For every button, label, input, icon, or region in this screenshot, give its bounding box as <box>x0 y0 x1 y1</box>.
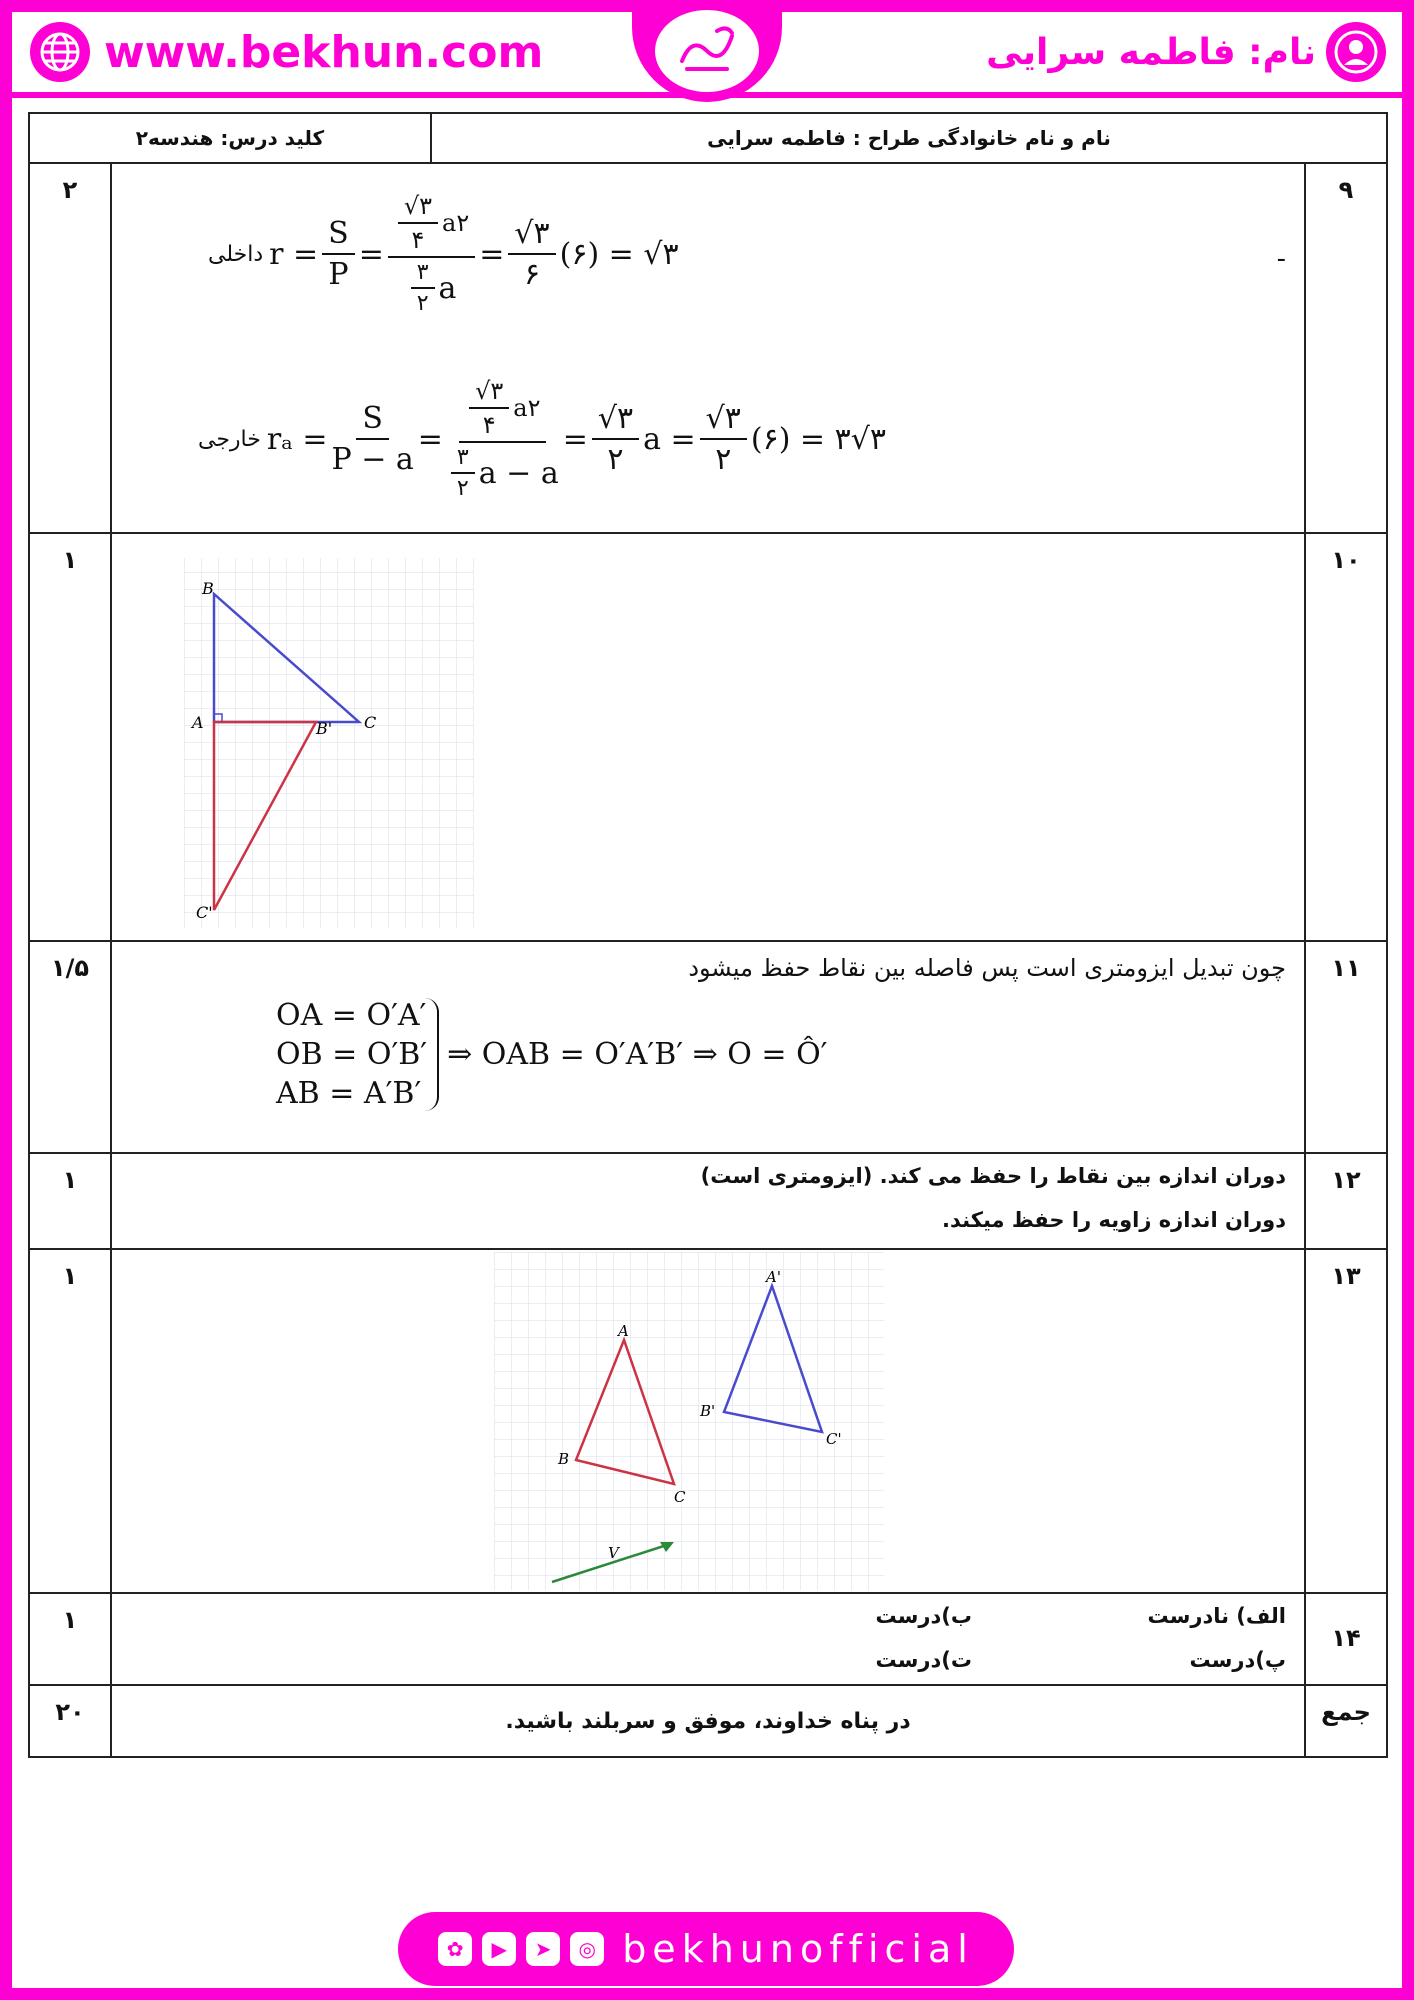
point-label: V <box>608 1544 619 1562</box>
point-label: C' <box>826 1430 842 1448</box>
question-score: ۱ <box>30 1154 112 1248</box>
sheet-title-row <box>30 114 1386 164</box>
formula-label: خارجی <box>198 426 261 452</box>
point-label: B' <box>316 719 333 738</box>
point-label: C <box>364 713 377 732</box>
brand-logo <box>632 0 782 102</box>
question-number: ۱۰ <box>1304 534 1386 940</box>
point-label: A <box>618 1322 629 1340</box>
author-badge <box>986 20 1386 84</box>
answer-sheet <box>28 112 1388 1758</box>
question-number: ۱۲ <box>1304 1154 1386 1248</box>
globe-icon <box>30 22 90 82</box>
site-link[interactable] <box>30 20 543 84</box>
page-header <box>12 12 1402 98</box>
question-row-14 <box>30 1594 1386 1686</box>
telegram-icon[interactable]: ➤ <box>526 1932 560 1966</box>
question-row-10 <box>30 534 1386 942</box>
isometry-proof: OA = O′A′ OB = O′B′ AB = A′B′ ⇒ OAB = O′A′B′ ⇒ O = Ô′ <box>276 998 828 1111</box>
closing-message: در پناه خداوند، موفق و سربلند باشید. <box>505 1708 911 1734</box>
user-icon <box>1326 22 1386 82</box>
instagram-icon[interactable]: ◎ <box>570 1932 604 1966</box>
question-row-12 <box>30 1154 1386 1250</box>
total-label: جمع <box>1304 1686 1386 1756</box>
point-label: A' <box>766 1268 781 1286</box>
social-footer <box>398 1912 1014 1986</box>
point-label: B' <box>700 1402 716 1420</box>
question-row-11 <box>30 942 1386 1154</box>
answer-item: ت)درست <box>875 1648 972 1672</box>
question-score: ۱/۵ <box>30 942 112 1152</box>
translation-figure-q13 <box>494 1252 884 1592</box>
site-url: www.bekhun.com <box>104 26 544 78</box>
question-row-9 <box>30 164 1386 534</box>
question-row-13 <box>30 1250 1386 1594</box>
point-label: C' <box>196 903 213 922</box>
dash: - <box>1276 244 1286 274</box>
answer-line: دوران اندازه بین نقاط را حفظ می کند. (ایزومتری است) <box>700 1164 1286 1188</box>
question-number: ۱۴ <box>1304 1594 1386 1684</box>
author-name: نام: فاطمه سرایی <box>986 31 1316 73</box>
exradius-formula: خارجی rₐ = $\frac{S}{P - a}$ = $\frac{√۳}{۴}$ a۲ $\frac{۳}{۲}$ a − a = $\frac{√۳}{۲}$ a = $\frac{√۳}{۲}$ (۶) = ۳√۳ <box>198 377 886 501</box>
total-score: ۲۰ <box>30 1686 112 1756</box>
triangle-figure-q10 <box>184 538 484 938</box>
answer-item: پ)درست <box>1189 1648 1286 1672</box>
answer-item: الف) نادرست <box>1147 1604 1286 1628</box>
point-label: A <box>192 713 204 732</box>
social-handle[interactable]: bekhunofficial <box>622 1927 974 1971</box>
inradius-formula: داخلی r = $\frac{S}{P}$ = $\frac{√۳}{۴}$ a۲ $\frac{۳}{۲}$ a = $\frac{√۳}{۶}$ (۶) = √۳ <box>208 192 679 316</box>
point-label: B <box>202 579 214 598</box>
question-score: ۱ <box>30 534 112 940</box>
youtube-icon[interactable]: ▶ <box>482 1932 516 1966</box>
point-label: B <box>558 1450 570 1468</box>
question-score: ۱ <box>30 1250 112 1592</box>
question-number: ۱۱ <box>1304 942 1386 1152</box>
question-score: ۲ <box>30 164 112 532</box>
question-score: ۱ <box>30 1594 112 1684</box>
answer-line: دوران اندازه زاویه را حفظ میکند. <box>942 1208 1286 1232</box>
formula-label: داخلی <box>208 241 264 267</box>
aparat-icon[interactable]: ✿ <box>438 1932 472 1966</box>
answer-item: ب)درست <box>875 1604 972 1628</box>
question-number: ۹ <box>1304 164 1386 532</box>
question-number: ۱۳ <box>1304 1250 1386 1592</box>
designer-name: نام و نام خانوادگی طراح : فاطمه سرایی <box>707 126 1111 150</box>
explanation-text: چون تبدیل ایزومتری است پس فاصله بین نقاط حفظ میشود <box>688 954 1286 982</box>
course-key: کلید درس: هندسه۲ <box>30 114 432 162</box>
point-label: C <box>674 1488 686 1506</box>
total-row <box>30 1686 1386 1756</box>
